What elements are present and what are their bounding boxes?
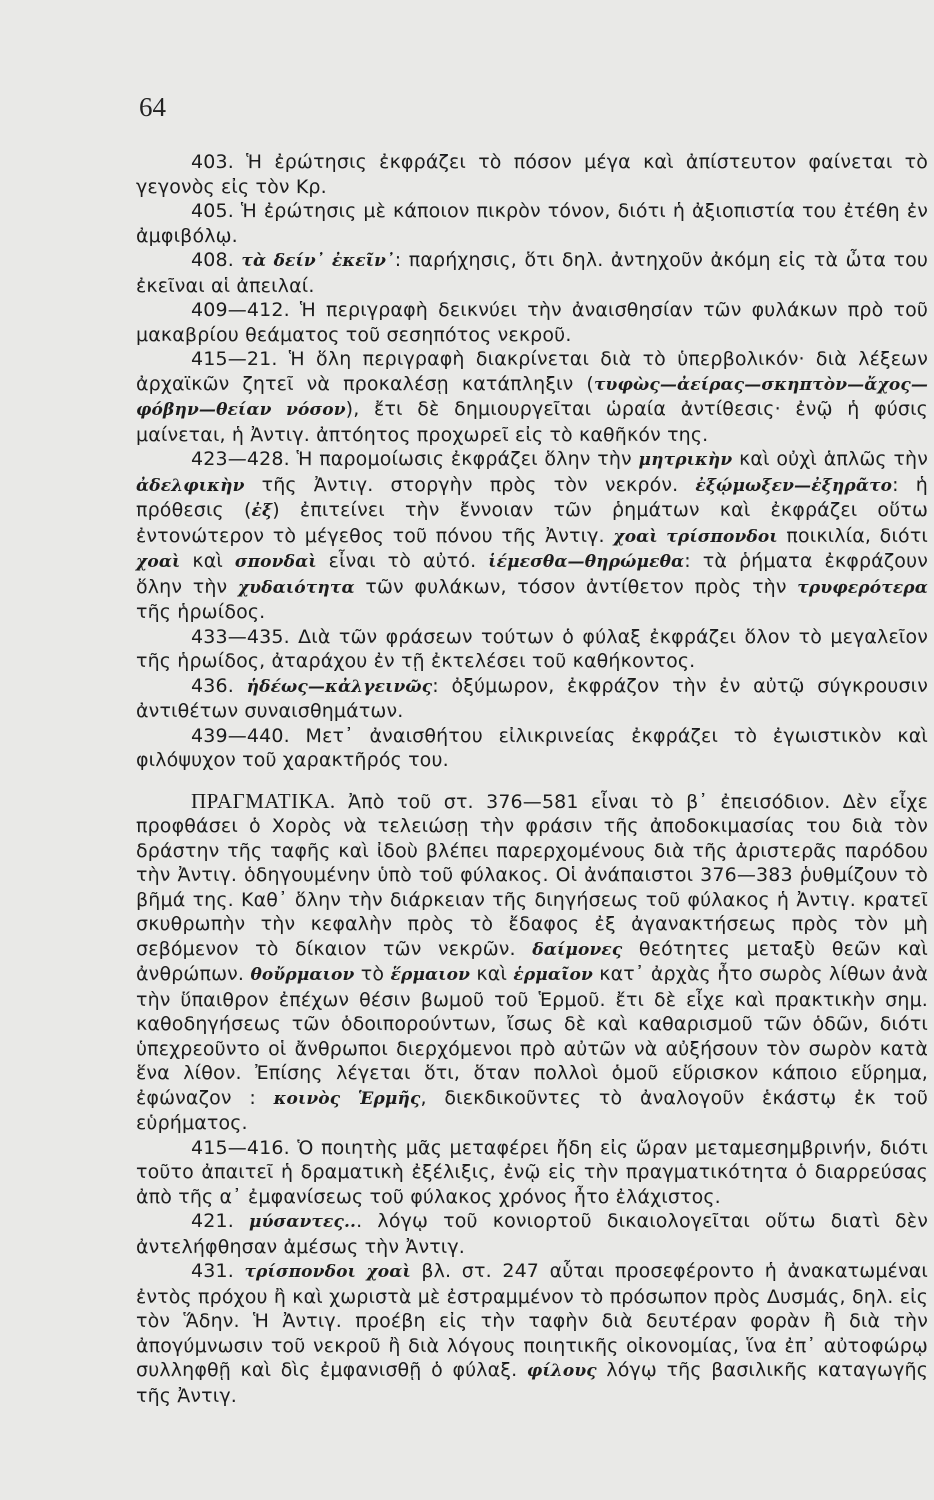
note-text: τῶν φυλάκων, τόσον ἀντίθετον πρὸς τὴν — [354, 575, 798, 598]
lemma-term: μύσαντες.. — [249, 1212, 357, 1232]
note-text: ), ἔτι δὲ δημιουργεῖται ὡραία ἀντίθεσις· ἐνῷ ἡ φύσις μαίνεται, ἡ Ἀντιγ. ἀπτόητος προχωρεῖ εἰς τὸ καθῆκόν της. — [136, 398, 928, 446]
lemma-term: ἑρμαῖον — [513, 965, 593, 985]
note-paragraph-p421 — [136, 1209, 928, 1259]
lemma-term: δαίμονες — [532, 939, 623, 960]
note-text: . λόγῳ τοῦ κονιορτοῦ δικαιολογεῖται οὕτω διατὶ δὲν ἀντελήφθησαν ἀμέσως τὴν Ἀντιγ. — [136, 1210, 928, 1258]
lemma-term: ἐξ — [251, 501, 273, 521]
lemma-term: χυδαιότητα — [237, 577, 355, 598]
note-text: βλ. στ. 247 αὗται προσεφέροντο ἡ ἀνακατωμέναι ἐντὸς πρόχου ἢ καὶ χωριστὰ μὲ ἐστραμμένον τὸ πρόσωπον πρὸς Δυσμάς, δηλ. εἰς τὸν Ἅδην. Ἡ Ἀντιγ. προέβη εἰς τὴν ταφὴν διὰ δευτέραν φορὰν ἢ διὰ τὴν ἀπογύμνωσιν τοῦ νεκροῦ ἢ διὰ λόγους ποιητικῆς οἰκονομίας, ἵνα ἐπ᾽ αὐτοφώρῳ συλληφθῇ καὶ δὶς ἐμφανισθῇ ὁ φύλαξ. — [136, 1260, 928, 1381]
note-text: εἶναι τὸ αὐτό. — [316, 550, 489, 572]
note-text: 431. — [191, 1260, 245, 1282]
note-text: καὶ — [180, 550, 235, 572]
note-text: τὸ — [354, 963, 391, 985]
note-paragraph-p415b — [136, 1136, 928, 1210]
note-text: 436. — [191, 674, 247, 697]
note-paragraph-p439 — [136, 724, 928, 773]
lemma-term: φίλους — [526, 1361, 597, 1381]
note-text: κατ᾽ ἀρχὰς ἦτο σωρὸς λίθων ἀνὰ τὴν ὕπαιθρον ἐπέχων θέσιν βωμοῦ τοῦ Ἑρμοῦ. ἔτι δὲ εἶχε καὶ πρακτικὴν σημ. καθοδηγήσεως τῶν ὁδοιπορούντων, ἴσως δὲ καὶ καθαρισμοῦ τῶν ὁδῶν, διότι ὑπεχρεοῦντο οἱ ἄνθρωποι διερχόμενοι πρὸ αὐτῶν νὰ αὐξήσουν τὸν σωρὸν κατὰ ἕνα λίθον. Ἐπίσης λέγεται ὅτι, ὅταν πολλοὶ ὁμοῦ εὕρισκον κάποιο εὕρημα, ἐφώναζον : — [136, 963, 928, 1109]
lemma-term: ἕρμαιον — [390, 965, 471, 985]
note-text: 405. Ἡ ἐρώτησις μὲ κάποιον πικρὸν τόνον, διότι ἡ ἀξιοπιστία του ἐτέθη ἐν ἀμφιβόλῳ. — [136, 200, 928, 247]
note-paragraph-pragmatika — [136, 789, 928, 1136]
section-gap — [136, 773, 928, 789]
lemma-term: χοαὶ τρίσπονδοι — [613, 526, 778, 547]
lemma-term: ἀδελφικὴν — [136, 475, 245, 496]
commentary-text — [136, 150, 928, 1408]
lemma-term: ἡδέως—κἀλγεινῶς — [246, 676, 433, 697]
note-text: : τὰ ῥήματα ἐκφράζουν ὅλην τὴν — [136, 550, 928, 598]
lemma-term: χοαὶ — [136, 552, 181, 572]
lemma-term: τὰ δείν᾽ ἐκεῖν᾽ — [241, 251, 395, 271]
lemma-term: τρυφερότερα — [797, 577, 928, 598]
note-text: καὶ οὐχὶ ἁπλῶς τὴν — [732, 448, 928, 470]
note-text: 421. — [191, 1210, 250, 1232]
lemma-term: μητρικὴν — [638, 450, 733, 470]
page-number: 64 — [139, 92, 166, 122]
note-paragraph-p415 — [136, 347, 928, 447]
note-text: : ὀξύμωρον, ἐκφράζον τὴν ἐν αὐτῷ σύγκρουσιν ἀντιθέτων συναισθημάτων. — [136, 674, 928, 722]
section-heading: ΠΡΑΓΜΑΤΙΚΑ. — [191, 788, 336, 813]
note-text: τῆς Ἀντιγ. στοργὴν πρὸς τὸν νεκρόν. — [244, 473, 696, 496]
note-paragraph-p403 — [136, 150, 928, 199]
note-text: 415—21. Ἡ ὅλη περιγραφὴ διακρίνεται διὰ τὸ ὑπερβολικόν· διὰ λέξεων ἀρχαϊκῶν ζητεῖ νὰ προκαλέσῃ κατάπληξιν ( — [136, 348, 928, 395]
lemma-term: τρίσπονδοι χοαὶ — [244, 1262, 411, 1282]
lemma-term: ἐξῴμωξεν—ἐξηρᾶτο — [695, 475, 893, 496]
note-paragraph-p433 — [136, 625, 928, 674]
note-text: 439—440. Μετ᾽ ἀναισθήτου εἰλικρινείας ἐκφράζει τὸ ἐγωιστικὸν καὶ φιλόψυχον τοῦ χαρακτῆρός του. — [136, 724, 928, 771]
note-paragraph-p423 — [136, 447, 928, 625]
note-text: ) ἐπιτείνει τὴν ἔννοιαν τῶν ῥημάτων καὶ ἐκφράζει οὕτω ἐντονώτερον τὸ μέγεθος τοῦ πόνου τῆς Ἀντιγ. — [136, 499, 928, 547]
note-text: 415—416. Ὁ ποιητὴς μᾶς μεταφέρει ἤδη εἰς ὥραν μεταμεσημβρινήν, διότι τοῦτο ἀπαιτεῖ ἡ δραματικὴ ἐξέλιξις, ἐνῷ εἰς τὴν πραγματικότητα ὁ διαρρεύσας ἀπὸ τῆς α᾽ ἐμφανίσεως τοῦ φύλακος χρόνος ἦτο ἐλάχιστος. — [136, 1136, 928, 1208]
note-text: τῆς ἡρωίδος. — [136, 601, 266, 623]
lemma-term: σπονδαὶ — [234, 552, 317, 572]
note-text: : παρήχησις, ὅτι δηλ. ἀντηχοῦν ἀκόμη εἰς τὰ ὦτα του ἐκεῖναι αἱ ἀπειλαί. — [136, 249, 928, 297]
lemma-term: ἱέμεσθα—θηρώμεθα — [488, 552, 685, 572]
note-paragraph-p436 — [136, 674, 928, 724]
note-text: 409—412. Ἡ περιγραφὴ δεικνύει τὴν ἀναισθησίαν τῶν φυλάκων πρὸ τοῦ μακαβρίου θεάματος τοῦ σεσηπότος νεκροῦ. — [136, 299, 928, 346]
lemma-term: κοινὸς Ἑρμῆς — [273, 1088, 421, 1109]
note-text: καὶ — [470, 963, 514, 985]
note-text: 403. Ἡ ἐρώτησις ἐκφράζει τὸ πόσον μέγα καὶ ἀπίστευτον φαίνεται τὸ γεγονὸς εἰς τὸν Κρ. — [136, 151, 928, 198]
note-text: λόγῳ τῆς βασιλικῆς καταγωγῆς τῆς Ἀντιγ. — [136, 1359, 928, 1407]
note-text: : ἡ πρόθεσις ( — [136, 473, 928, 521]
note-text: 408. — [191, 249, 242, 271]
note-text: ποικιλία, διότι — [777, 524, 928, 547]
note-paragraph-p409 — [136, 298, 928, 347]
lemma-term: θοὔρμαιον — [250, 965, 355, 985]
note-text: 433—435. Διὰ τῶν φράσεων τούτων ὁ φύλαξ ἐκφράζει ὅλον τὸ μεγαλεῖον τῆς ἡρωίδος, ἀταράχου ἐν τῇ ἐκτελέσει τοῦ καθήκοντος. — [136, 625, 928, 672]
note-paragraph-p431 — [136, 1259, 928, 1408]
note-text: 423—428. Ἡ παρομοίωσις ἐκφράζει ὅλην τὴν — [191, 448, 639, 470]
note-paragraph-p408 — [136, 248, 928, 298]
note-text: , διεκδικοῦντες τὸ ἀναλογοῦν ἑκάστῳ ἐκ τοῦ εὑρήματος. — [136, 1086, 928, 1134]
note-text: θεότητες μεταξὺ θεῶν καὶ ἀνθρώπων. — [136, 937, 929, 985]
lemma-term: τυφὼς—ἀείρας—σκηπτὸν—ἄχος—φόβην—θείαν νόσον — [136, 374, 928, 420]
note-text: Ἀπὸ τοῦ στ. 376—581 εἶναι τὸ β᾽ ἐπεισόδιον. Δὲν εἶχε προφθάσει ὁ Χορὸς νὰ τελειώσῃ τὴν φράσιν τῆς ἀποδοκιμασίας του διὰ τὸν δράστην τῆς ταφῆς καὶ ἰδοὺ βλέπει παρερχομένους διὰ τῆς ἀριστερᾶς παρόδου τὴν Ἀντιγ. ὁδηγουμένην ὑπὸ τοῦ φύλακος. Οἱ ἀνάπαιστοι 376—383 ῥυθμίζουν τὸ βῆμά της. Καθ᾽ ὅλην τὴν διάρκειαν τῆς διηγήσεως τοῦ φύλακος ἡ Ἀντιγ. κρατεῖ σκυθρωπὴν τὴν κεφαλὴν πρὸς τὸ ἔδαφος ἐξ ἀγανακτήσεως πρὸς τὸν μὴ σεβόμενον τὸ δίκαιον τῶν νεκρῶν. — [136, 790, 928, 960]
note-paragraph-p405 — [136, 199, 928, 248]
